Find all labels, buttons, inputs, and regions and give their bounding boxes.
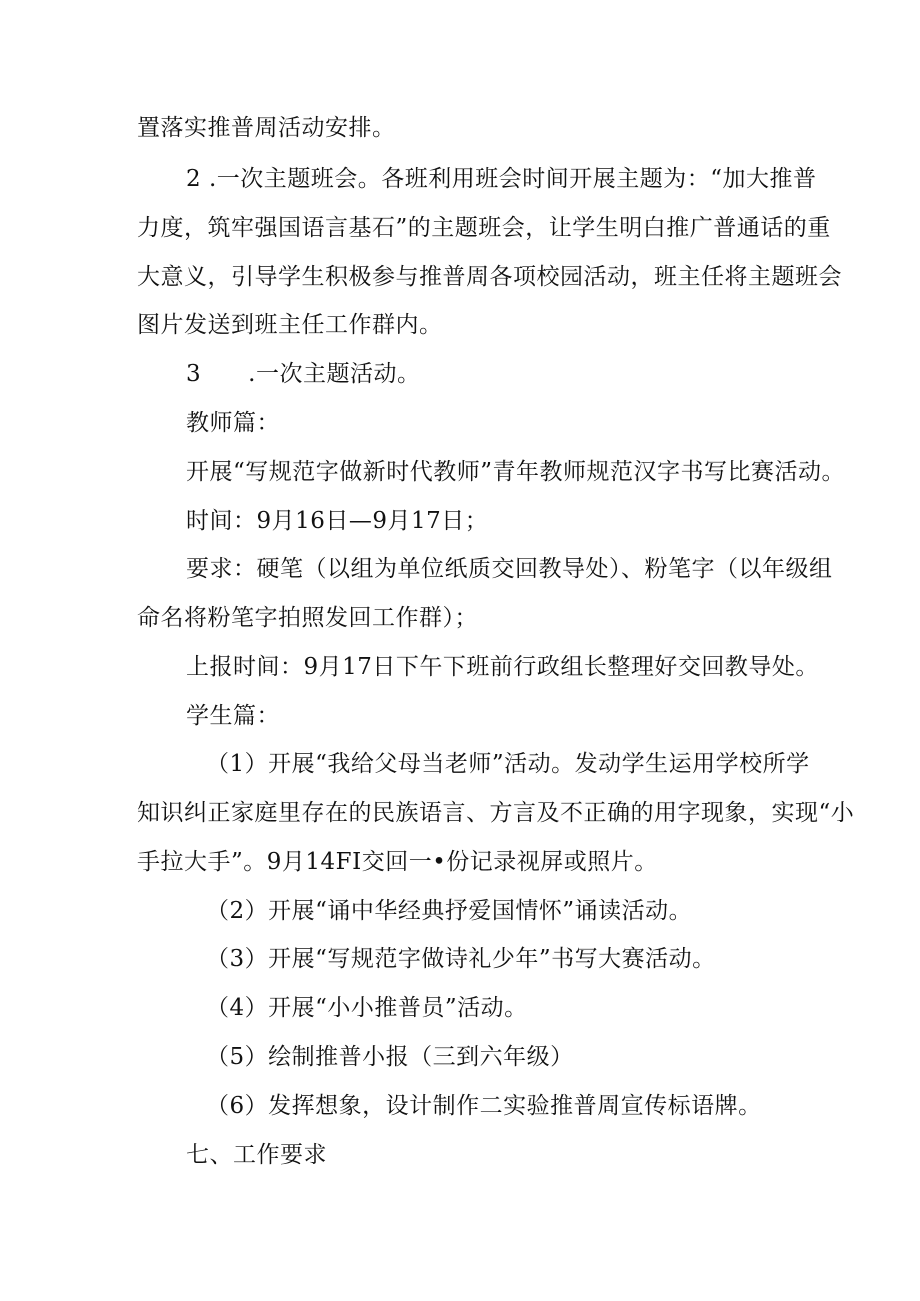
section-heading: 七、工作要求 — [186, 1142, 327, 1168]
paragraph-line: 大意义，引导学生积极参与推普周各项校园活动，班主任将主题班会 — [137, 264, 842, 290]
paragraph-line: 3 .一次主题活动。 — [186, 361, 421, 387]
paragraph-line: 置落实推普周活动安排。 — [137, 115, 396, 141]
paragraph-line: 时间：9月16日—9月17日； — [186, 508, 489, 534]
paragraph-line: （6）发挥想象，设计制作二实验推普周宣传标语牌。 — [206, 1093, 762, 1119]
paragraph-line: （3）开展“写规范字做诗礼少年”书写大赛活动。 — [206, 946, 716, 972]
paragraph-line: （2）开展“诵中华经典抒爱国情怀”诵读活动。 — [206, 898, 693, 924]
paragraph-line: 力度，筑牢强国语言基石”的主题班会，让学生明白推广普通话的重 — [137, 215, 831, 241]
paragraph-line: 知识纠正家庭里存在的民族语言、方言及不正确的用字现象，实现“小 — [137, 800, 855, 826]
paragraph-line: 图片发送到班主任工作群内。 — [137, 312, 443, 338]
paragraph-line: （5）绘制推普小报（三到六年级） — [206, 1044, 574, 1070]
paragraph-line: 要求：硬笔（以组为单位纸质交回教导处）、粉笔字（以年级组 — [186, 556, 833, 582]
paragraph-line: （1）开展“我给父母当老师”活动。发动学生运用学校所学 — [206, 751, 810, 777]
paragraph-line: 命名将粉笔字拍照发回工作群）； — [137, 605, 478, 631]
paragraph-line: 开展“写规范字做新时代教师”青年教师规范汉字书写比赛活动。 — [186, 459, 846, 485]
paragraph-line: 上报时间：9月17日下午下班前行政组长整理好交回教导处。 — [186, 654, 819, 680]
paragraph-line: （4）开展“小小推普员”活动。 — [206, 995, 528, 1021]
paragraph-line: 学生篇： — [186, 703, 280, 729]
paragraph-line: 手拉大手”。9月14FI交回一•份记录视屏或照片。 — [137, 849, 658, 875]
paragraph-line: 2 .一次主题班会。各班利用班会时间开展主题为：“加大推普 — [186, 166, 817, 192]
paragraph-line: 教师篇： — [186, 410, 280, 436]
